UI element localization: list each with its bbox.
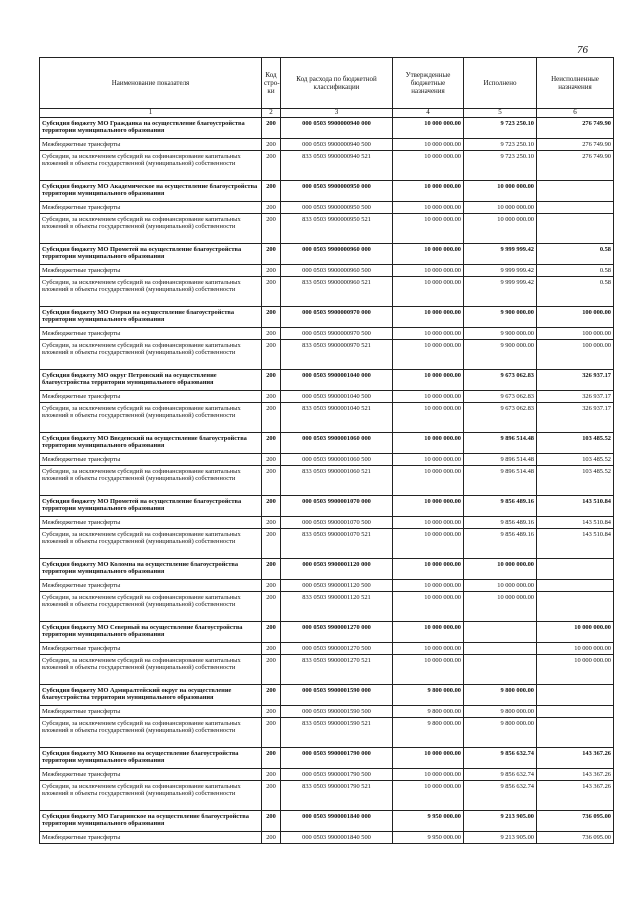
row-classification-cell: 000 0503 9900001840 000 — [281, 811, 393, 832]
row-approved-cell: 9 950 000.00 — [393, 811, 464, 832]
row-executed-cell: 9 999 999.42 — [464, 277, 537, 307]
row-approved-cell: 10 000 000.00 — [393, 403, 464, 433]
header-code: Код стро-ки — [262, 58, 281, 109]
row-name-cell: Субсидия бюджету МО округ Петровский на осуществление благоустройства территории муниципального образования — [40, 370, 262, 391]
table-row — [40, 529, 614, 559]
row-approved-cell: 10 000 000.00 — [393, 559, 464, 580]
row-approved-cell: 10 000 000.00 — [393, 118, 464, 139]
row-unexecuted-cell: 143 510.84 — [537, 517, 614, 529]
table-row — [40, 181, 614, 202]
row-classification-cell: 833 0503 9900001590 521 — [281, 718, 393, 748]
column-number: 2 — [262, 109, 281, 118]
row-approved-cell: 10 000 000.00 — [393, 181, 464, 202]
row-classification-cell: 000 0503 9900001270 500 — [281, 643, 393, 655]
row-executed-cell — [464, 622, 537, 643]
table-row — [40, 718, 614, 748]
row-name-cell: Межбюджетные трансферты — [40, 580, 262, 592]
row-approved-cell: 10 000 000.00 — [393, 340, 464, 370]
row-unexecuted-cell: 10 000 000.00 — [537, 643, 614, 655]
row-name-cell: Субсидия бюджету МО Академическое на осуществление благоустройства территории муниципального образования — [40, 181, 262, 202]
row-approved-cell: 10 000 000.00 — [393, 454, 464, 466]
row-unexecuted-cell — [537, 706, 614, 718]
row-code-cell: 200 — [262, 118, 281, 139]
row-code-cell: 200 — [262, 244, 281, 265]
row-code-cell: 200 — [262, 265, 281, 277]
row-classification-cell: 833 0503 9900001120 521 — [281, 592, 393, 622]
row-unexecuted-cell: 326 937.17 — [537, 391, 614, 403]
row-classification-cell: 000 0503 9900000960 500 — [281, 265, 393, 277]
table-row — [40, 340, 614, 370]
row-approved-cell: 10 000 000.00 — [393, 622, 464, 643]
row-unexecuted-cell — [537, 718, 614, 748]
header-approved: Утвержденные бюджетные назначения — [393, 58, 464, 109]
row-unexecuted-cell: 0.58 — [537, 244, 614, 265]
row-classification-cell: 000 0503 9900000950 500 — [281, 202, 393, 214]
page-number: 76 — [577, 44, 588, 56]
row-executed-cell: 9 900 000.00 — [464, 340, 537, 370]
row-executed-cell: 9 856 632.74 — [464, 781, 537, 811]
row-classification-cell: 000 0503 9900000970 000 — [281, 307, 393, 328]
table-row — [40, 466, 614, 496]
row-executed-cell: 9 856 632.74 — [464, 769, 537, 781]
header-executed: Исполнено — [464, 58, 537, 109]
row-code-cell: 200 — [262, 643, 281, 655]
row-code-cell: 200 — [262, 580, 281, 592]
row-code-cell: 200 — [262, 454, 281, 466]
row-name-cell: Межбюджетные трансферты — [40, 328, 262, 340]
row-name-cell: Межбюджетные трансферты — [40, 265, 262, 277]
row-unexecuted-cell — [537, 202, 614, 214]
row-code-cell: 200 — [262, 328, 281, 340]
table-row — [40, 454, 614, 466]
row-approved-cell: 10 000 000.00 — [393, 748, 464, 769]
row-approved-cell: 10 000 000.00 — [393, 328, 464, 340]
row-classification-cell: 000 0503 9900001060 000 — [281, 433, 393, 454]
table-row — [40, 328, 614, 340]
row-approved-cell: 9 800 000.00 — [393, 718, 464, 748]
row-unexecuted-cell: 276 749.90 — [537, 139, 614, 151]
row-approved-cell: 10 000 000.00 — [393, 517, 464, 529]
row-code-cell: 200 — [262, 391, 281, 403]
row-name-cell: Межбюджетные трансферты — [40, 454, 262, 466]
row-executed-cell: 9 999 999.42 — [464, 265, 537, 277]
row-executed-cell: 9 723 250.10 — [464, 118, 537, 139]
row-executed-cell: 9 856 489.16 — [464, 517, 537, 529]
row-executed-cell: 10 000 000.00 — [464, 592, 537, 622]
row-unexecuted-cell: 143 510.84 — [537, 529, 614, 559]
table-row — [40, 811, 614, 832]
row-classification-cell: 000 0503 9900001840 500 — [281, 832, 393, 844]
row-classification-cell: 833 0503 9900000970 521 — [281, 340, 393, 370]
row-classification-cell: 000 0503 9900001060 500 — [281, 454, 393, 466]
row-classification-cell: 000 0503 9900001070 000 — [281, 496, 393, 517]
row-name-cell: Субсидия бюджету МО Озерки на осуществление благоустройства территории муниципального образования — [40, 307, 262, 328]
row-classification-cell: 000 0503 9900000950 000 — [281, 181, 393, 202]
row-executed-cell: 9 800 000.00 — [464, 718, 537, 748]
table-row — [40, 277, 614, 307]
table-row — [40, 433, 614, 454]
table-row — [40, 214, 614, 244]
row-code-cell: 200 — [262, 706, 281, 718]
table-row — [40, 622, 614, 643]
row-classification-cell: 000 0503 9900001270 000 — [281, 622, 393, 643]
row-approved-cell: 10 000 000.00 — [393, 139, 464, 151]
row-executed-cell: 10 000 000.00 — [464, 202, 537, 214]
row-unexecuted-cell: 100 000.00 — [537, 340, 614, 370]
row-name-cell: Субсидии, за исключением субсидий на софинансирование капитальных вложений в объекты государственной (муниципальной) собственности — [40, 655, 262, 685]
row-classification-cell: 000 0503 9900000970 500 — [281, 328, 393, 340]
row-code-cell: 200 — [262, 529, 281, 559]
row-code-cell: 200 — [262, 151, 281, 181]
row-code-cell: 200 — [262, 496, 281, 517]
table-row — [40, 151, 614, 181]
row-code-cell: 200 — [262, 655, 281, 685]
row-code-cell: 200 — [262, 811, 281, 832]
row-executed-cell: 10 000 000.00 — [464, 559, 537, 580]
row-approved-cell: 10 000 000.00 — [393, 781, 464, 811]
row-approved-cell: 10 000 000.00 — [393, 277, 464, 307]
row-unexecuted-cell: 736 095.00 — [537, 811, 614, 832]
budget-execution-table — [39, 57, 614, 844]
table-row — [40, 496, 614, 517]
row-approved-cell: 10 000 000.00 — [393, 529, 464, 559]
row-name-cell: Субсидии, за исключением субсидий на софинансирование капитальных вложений в объекты государственной (муниципальной) собственности — [40, 151, 262, 181]
row-executed-cell: 10 000 000.00 — [464, 181, 537, 202]
row-name-cell: Межбюджетные трансферты — [40, 517, 262, 529]
row-code-cell: 200 — [262, 517, 281, 529]
row-approved-cell: 9 800 000.00 — [393, 706, 464, 718]
row-executed-cell: 10 000 000.00 — [464, 214, 537, 244]
table-row — [40, 706, 614, 718]
row-classification-cell: 000 0503 9900001590 500 — [281, 706, 393, 718]
table-row — [40, 265, 614, 277]
row-approved-cell: 10 000 000.00 — [393, 433, 464, 454]
table-body — [40, 118, 614, 844]
row-code-cell: 200 — [262, 202, 281, 214]
row-executed-cell: 9 673 062.83 — [464, 391, 537, 403]
table-row — [40, 580, 614, 592]
row-code-cell: 200 — [262, 370, 281, 391]
row-classification-cell: 000 0503 9900001040 500 — [281, 391, 393, 403]
row-name-cell: Субсидия бюджету МО Коломна на осуществление благоустройства территории муниципального образования — [40, 559, 262, 580]
row-unexecuted-cell: 143 367.26 — [537, 781, 614, 811]
row-classification-cell: 000 0503 9900001120 000 — [281, 559, 393, 580]
table-row — [40, 307, 614, 328]
row-approved-cell: 10 000 000.00 — [393, 580, 464, 592]
row-unexecuted-cell: 276 749.90 — [537, 118, 614, 139]
row-name-cell: Субсидии, за исключением субсидий на софинансирование капитальных вложений в объекты государственной (муниципальной) собственности — [40, 403, 262, 433]
row-executed-cell: 9 673 062.83 — [464, 403, 537, 433]
row-approved-cell: 10 000 000.00 — [393, 151, 464, 181]
row-executed-cell: 9 900 000.00 — [464, 328, 537, 340]
row-name-cell: Субсидия бюджету МО Прометей на осуществление благоустройства территории муниципального образования — [40, 244, 262, 265]
row-name-cell: Субсидии, за исключением субсидий на софинансирование капитальных вложений в объекты государственной (муниципальной) собственности — [40, 466, 262, 496]
row-classification-cell: 000 0503 9900000940 500 — [281, 139, 393, 151]
row-unexecuted-cell — [537, 592, 614, 622]
table-row — [40, 370, 614, 391]
row-code-cell: 200 — [262, 214, 281, 244]
row-code-cell: 200 — [262, 769, 281, 781]
row-classification-cell: 000 0503 9900001040 000 — [281, 370, 393, 391]
row-unexecuted-cell: 0.58 — [537, 277, 614, 307]
row-executed-cell: 9 673 062.83 — [464, 370, 537, 391]
row-unexecuted-cell: 143 367.26 — [537, 748, 614, 769]
row-name-cell: Субсидия бюджету МО Северный на осуществление благоустройства территории муниципального образования — [40, 622, 262, 643]
row-code-cell: 200 — [262, 748, 281, 769]
row-approved-cell: 9 800 000.00 — [393, 685, 464, 706]
row-executed-cell: 9 856 489.16 — [464, 529, 537, 559]
row-classification-cell: 833 0503 9900000940 521 — [281, 151, 393, 181]
row-classification-cell: 833 0503 9900000950 521 — [281, 214, 393, 244]
row-unexecuted-cell: 103 485.52 — [537, 433, 614, 454]
row-code-cell: 200 — [262, 718, 281, 748]
row-executed-cell: 9 896 514.48 — [464, 454, 537, 466]
row-classification-cell: 000 0503 9900001070 500 — [281, 517, 393, 529]
row-approved-cell: 10 000 000.00 — [393, 643, 464, 655]
row-unexecuted-cell: 100 000.00 — [537, 328, 614, 340]
row-code-cell: 200 — [262, 559, 281, 580]
header-row — [40, 58, 614, 109]
row-code-cell: 200 — [262, 685, 281, 706]
row-executed-cell: 9 896 514.48 — [464, 433, 537, 454]
row-code-cell: 200 — [262, 307, 281, 328]
row-executed-cell: 9 213 905.00 — [464, 811, 537, 832]
table-row — [40, 244, 614, 265]
row-name-cell: Межбюджетные трансферты — [40, 139, 262, 151]
row-unexecuted-cell: 10 000 000.00 — [537, 655, 614, 685]
header-unexecuted: Неисполненные назначения — [537, 58, 614, 109]
row-unexecuted-cell — [537, 559, 614, 580]
row-name-cell: Субсидии, за исключением субсидий на софинансирование капитальных вложений в объекты государственной (муниципальной) собственности — [40, 529, 262, 559]
row-unexecuted-cell: 276 749.90 — [537, 151, 614, 181]
row-classification-cell: 833 0503 9900000960 521 — [281, 277, 393, 307]
column-number: 3 — [281, 109, 393, 118]
table-row — [40, 748, 614, 769]
row-approved-cell: 10 000 000.00 — [393, 391, 464, 403]
row-executed-cell: 9 723 250.10 — [464, 151, 537, 181]
row-approved-cell: 10 000 000.00 — [393, 214, 464, 244]
row-executed-cell: 9 856 489.16 — [464, 496, 537, 517]
row-name-cell: Субсидии, за исключением субсидий на софинансирование капитальных вложений в объекты государственной (муниципальной) собственности — [40, 214, 262, 244]
row-approved-cell: 10 000 000.00 — [393, 769, 464, 781]
row-unexecuted-cell: 100 000.00 — [537, 307, 614, 328]
row-name-cell: Межбюджетные трансферты — [40, 643, 262, 655]
row-unexecuted-cell: 143 510.84 — [537, 496, 614, 517]
row-code-cell: 200 — [262, 832, 281, 844]
row-code-cell: 200 — [262, 181, 281, 202]
row-approved-cell: 9 950 000.00 — [393, 832, 464, 844]
row-code-cell: 200 — [262, 466, 281, 496]
row-unexecuted-cell — [537, 685, 614, 706]
table-row — [40, 517, 614, 529]
column-number: 6 — [537, 109, 614, 118]
row-name-cell: Субсидия бюджету МО Адмиралтейский округ на осуществление благоустройства территории муниципального образования — [40, 685, 262, 706]
row-classification-cell: 000 0503 9900001590 000 — [281, 685, 393, 706]
table-row — [40, 403, 614, 433]
row-name-cell: Субсидия бюджету МО Гагаринское на осуществление благоустройства территории муниципального образования — [40, 811, 262, 832]
column-number: 5 — [464, 109, 537, 118]
column-number: 1 — [40, 109, 262, 118]
row-classification-cell: 000 0503 9900001790 500 — [281, 769, 393, 781]
row-approved-cell: 10 000 000.00 — [393, 466, 464, 496]
row-classification-cell: 000 0503 9900000940 000 — [281, 118, 393, 139]
row-name-cell: Межбюджетные трансферты — [40, 832, 262, 844]
row-executed-cell: 10 000 000.00 — [464, 580, 537, 592]
row-unexecuted-cell: 326 937.17 — [537, 403, 614, 433]
row-approved-cell: 10 000 000.00 — [393, 592, 464, 622]
row-code-cell: 200 — [262, 340, 281, 370]
table-row — [40, 139, 614, 151]
row-code-cell: 200 — [262, 277, 281, 307]
row-unexecuted-cell — [537, 181, 614, 202]
row-name-cell: Субсидии, за исключением субсидий на софинансирование капитальных вложений в объекты государственной (муниципальной) собственности — [40, 340, 262, 370]
row-name-cell: Субсидия бюджету МО Прометей на осуществление благоустройства территории муниципального образования — [40, 496, 262, 517]
row-code-cell: 200 — [262, 781, 281, 811]
row-code-cell: 200 — [262, 433, 281, 454]
row-approved-cell: 10 000 000.00 — [393, 265, 464, 277]
header-name: Наименование показателя — [40, 58, 262, 109]
table-row — [40, 832, 614, 844]
row-name-cell: Межбюджетные трансферты — [40, 769, 262, 781]
row-code-cell: 200 — [262, 139, 281, 151]
row-executed-cell — [464, 655, 537, 685]
row-approved-cell: 10 000 000.00 — [393, 202, 464, 214]
row-executed-cell: 9 999 999.42 — [464, 244, 537, 265]
row-classification-cell: 000 0503 9900001120 500 — [281, 580, 393, 592]
row-executed-cell: 9 800 000.00 — [464, 685, 537, 706]
table-row — [40, 592, 614, 622]
table-row — [40, 118, 614, 139]
row-classification-cell: 833 0503 9900001790 521 — [281, 781, 393, 811]
row-name-cell: Субсидия бюджету МО Гражданка на осуществление благоустройства территории муниципального образования — [40, 118, 262, 139]
table-row — [40, 391, 614, 403]
table-row — [40, 769, 614, 781]
row-executed-cell — [464, 643, 537, 655]
row-unexecuted-cell: 326 937.17 — [537, 370, 614, 391]
table-row — [40, 559, 614, 580]
row-name-cell: Межбюджетные трансферты — [40, 391, 262, 403]
header-classification: Код расхода по бюджетной классификации — [281, 58, 393, 109]
row-approved-cell: 10 000 000.00 — [393, 244, 464, 265]
row-classification-cell: 000 0503 9900001790 000 — [281, 748, 393, 769]
row-unexecuted-cell: 0.58 — [537, 265, 614, 277]
row-executed-cell: 9 900 000.00 — [464, 307, 537, 328]
row-approved-cell: 10 000 000.00 — [393, 655, 464, 685]
row-unexecuted-cell: 103 485.52 — [537, 454, 614, 466]
row-executed-cell: 9 723 250.10 — [464, 139, 537, 151]
row-unexecuted-cell: 10 000 000.00 — [537, 622, 614, 643]
row-executed-cell: 9 800 000.00 — [464, 706, 537, 718]
table-row — [40, 202, 614, 214]
table-row — [40, 643, 614, 655]
row-name-cell: Межбюджетные трансферты — [40, 706, 262, 718]
row-approved-cell: 10 000 000.00 — [393, 370, 464, 391]
row-executed-cell: 9 896 514.48 — [464, 466, 537, 496]
row-unexecuted-cell: 103 485.52 — [537, 466, 614, 496]
row-name-cell: Субсидии, за исключением субсидий на софинансирование капитальных вложений в объекты государственной (муниципальной) собственности — [40, 718, 262, 748]
row-name-cell: Субсидии, за исключением субсидий на софинансирование капитальных вложений в объекты государственной (муниципальной) собственности — [40, 781, 262, 811]
row-classification-cell: 833 0503 9900001070 521 — [281, 529, 393, 559]
row-executed-cell: 9 856 632.74 — [464, 748, 537, 769]
column-number: 4 — [393, 109, 464, 118]
row-approved-cell: 10 000 000.00 — [393, 307, 464, 328]
row-name-cell: Субсидия бюджету МО Введенский на осуществление благоустройства территории муниципального образования — [40, 433, 262, 454]
table-row — [40, 685, 614, 706]
row-unexecuted-cell — [537, 580, 614, 592]
table-row — [40, 655, 614, 685]
row-name-cell: Субсидии, за исключением субсидий на софинансирование капитальных вложений в объекты государственной (муниципальной) собственности — [40, 277, 262, 307]
row-executed-cell: 9 213 905.00 — [464, 832, 537, 844]
row-classification-cell: 833 0503 9900001060 521 — [281, 466, 393, 496]
row-code-cell: 200 — [262, 622, 281, 643]
table-row — [40, 781, 614, 811]
row-classification-cell: 833 0503 9900001040 521 — [281, 403, 393, 433]
row-unexecuted-cell: 143 367.26 — [537, 769, 614, 781]
row-code-cell: 200 — [262, 592, 281, 622]
row-name-cell: Субсидии, за исключением субсидий на софинансирование капитальных вложений в объекты государственной (муниципальной) собственности — [40, 592, 262, 622]
column-number-row — [40, 109, 614, 118]
row-approved-cell: 10 000 000.00 — [393, 496, 464, 517]
row-classification-cell: 833 0503 9900001270 521 — [281, 655, 393, 685]
row-code-cell: 200 — [262, 403, 281, 433]
row-unexecuted-cell: 736 095.00 — [537, 832, 614, 844]
row-name-cell: Межбюджетные трансферты — [40, 202, 262, 214]
row-name-cell: Субсидия бюджету МО Княжево на осуществление благоустройства территории муниципального образования — [40, 748, 262, 769]
row-unexecuted-cell — [537, 214, 614, 244]
row-classification-cell: 000 0503 9900000960 000 — [281, 244, 393, 265]
